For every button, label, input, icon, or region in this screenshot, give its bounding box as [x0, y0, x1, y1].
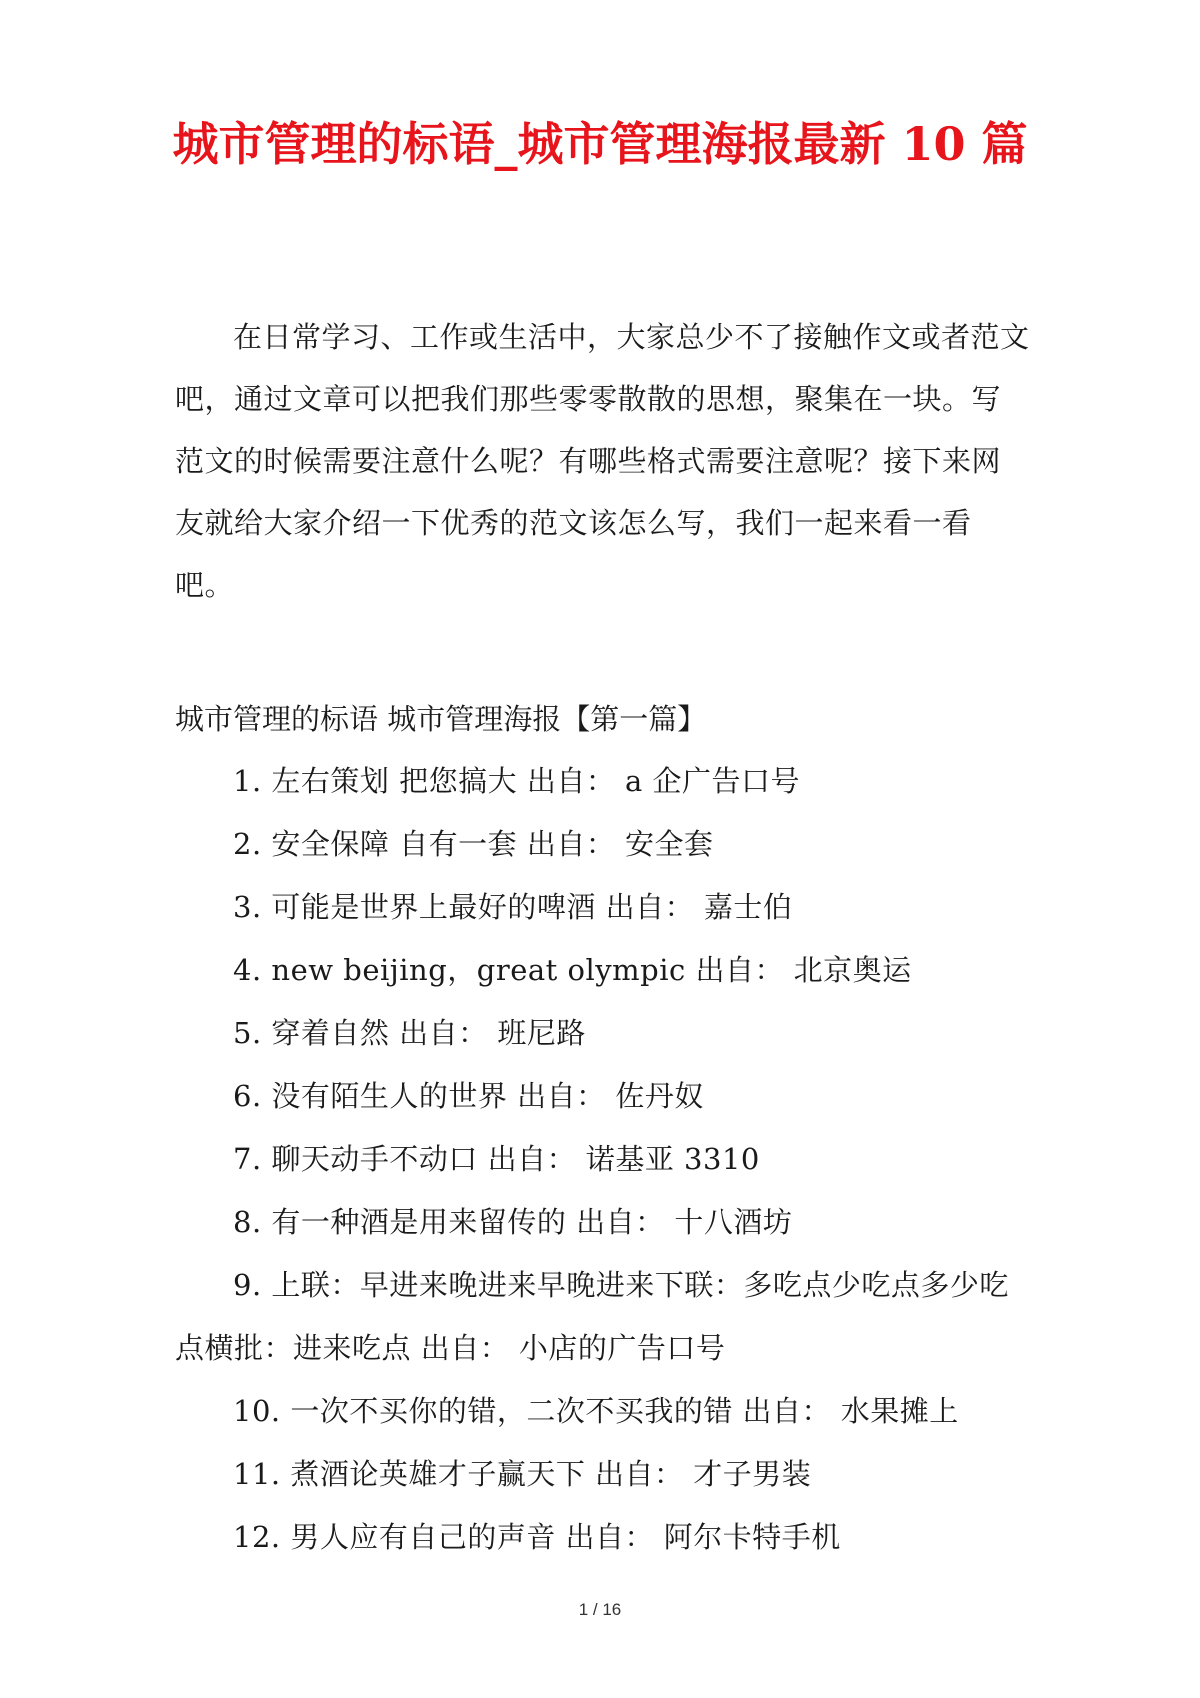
intro-paragraph: 在日常学习、工作或生活中，大家总少不了接触作文或者范文吧，通过文章可以把我们那些零零散散的思想，聚集在一块。写范文的时候需要注意什么呢？有哪些格式需要注意呢？接下来网友就给大家介绍一下优秀的范文该怎么写，我们一起来看一看吧。 — [175, 320, 1030, 602]
slogan-item-9: 9. 上联：早进来晚进来早晚进来下联：多吃点少吃点多少吃点横批：进来吃点 出自： 小店的广告口号 — [175, 1268, 1009, 1365]
slogan-item-7: 7. 聊天动手不动口 出自： 诺基亚 3310 — [233, 1142, 760, 1176]
page-number: 1 / 16 — [578, 1600, 622, 1619]
slogan-item-11: 11. 煮酒论英雄才子赢天下 出自： 才子男装 — [233, 1457, 812, 1491]
slogan-item-5: 5. 穿着自然 出自： 班尼路 — [233, 1016, 586, 1050]
document-title: 城市管理的标语_城市管理海报最新 10 篇 — [172, 117, 1028, 171]
slogan-list — [175, 750, 1030, 1569]
slogan-item-8: 8. 有一种酒是用来留传的 出自： 十八酒坊 — [233, 1205, 793, 1239]
slogan-item-12: 12. 男人应有自己的声音 出自： 阿尔卡特手机 — [233, 1520, 841, 1554]
slogan-item-6: 6. 没有陌生人的世界 出自： 佐丹奴 — [233, 1079, 704, 1113]
slogan-item-1: 1. 左右策划 把您搞大 出自： a 企广告口号 — [233, 764, 801, 798]
section-heading: 城市管理的标语 城市管理海报【第一篇】 — [175, 702, 707, 736]
slogan-item-2: 2. 安全保障 自有一套 出自： 安全套 — [233, 827, 714, 861]
slogan-item-3: 3. 可能是世界上最好的啤酒 出自： 嘉士伯 — [233, 890, 793, 924]
slogan-item-10: 10. 一次不买你的错，二次不买我的错 出自： 水果摊上 — [233, 1394, 959, 1428]
slogan-item-4: 4. new beijing，great olympic 出自： 北京奥运 — [233, 953, 912, 987]
